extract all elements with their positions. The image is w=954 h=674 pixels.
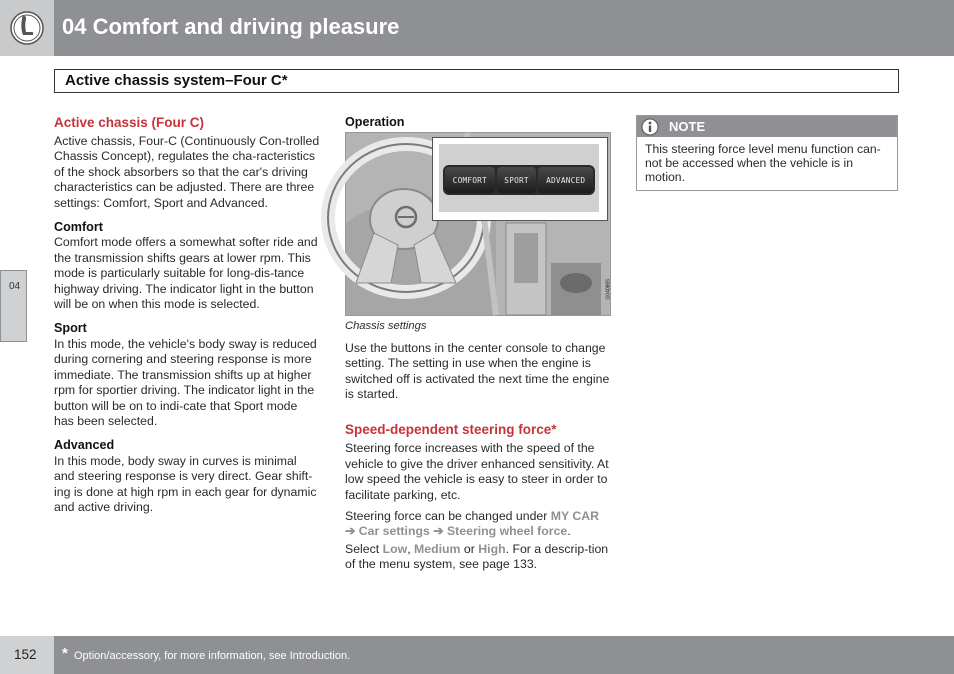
menu-my-car: MY CAR — [550, 509, 600, 524]
footer-bar — [54, 636, 954, 674]
page-footer — [0, 636, 954, 674]
sport-heading: Sport — [54, 321, 87, 336]
console-buttons-inset — [432, 137, 608, 221]
column-middle — [345, 115, 611, 573]
section-title: Active chassis system–Four C* — [65, 72, 288, 89]
option-medium: Medium — [414, 541, 461, 556]
footnote-star: * — [62, 645, 68, 662]
menu-car-settings: Car settings — [358, 524, 430, 539]
menu-path-text: Steering force can be changed under MY CAR ➔ Car settings ➔ Steering wheel force. — [345, 509, 600, 539]
advanced-heading: Advanced — [54, 438, 115, 453]
seat-icon — [9, 10, 45, 46]
info-icon — [641, 118, 659, 136]
page-number: 152 — [14, 647, 37, 662]
figure-caption: Chassis settings — [345, 320, 427, 333]
sport-text: In this mode, the vehicle's body sway is reduced during cornering and steering response is more immediate. The transmission shifts up at higher rpm for sportier driving. The indicator light in the button will be on to indi-cate that Sport mode has been selected. — [54, 336, 317, 428]
steering-force-text: Steering force increases with the speed of the vehicle to give the driver enhanced sensitivity. At low speed the vehicle is easy to steer in order to facilitate parking, etc. — [345, 441, 609, 502]
chapter-header — [0, 0, 954, 56]
column-left — [54, 115, 320, 515]
operation-text: Use the buttons in the center console to change setting. The setting in use when the engine is switched off is activated the next time the engine is started. — [345, 340, 610, 402]
advanced-button: ADVANCED — [538, 167, 593, 193]
note-box — [636, 115, 898, 191]
chapter-side-tab-label: 04 — [9, 281, 21, 292]
active-chassis-heading: Active chassis (Four C) — [54, 115, 205, 130]
arrow-icon: ➔ — [345, 524, 356, 539]
note-header — [637, 116, 897, 137]
chapter-side-tab — [0, 270, 27, 342]
arrow-icon: ➔ — [433, 524, 444, 539]
note-text: This steering force level menu function can-not be accessed when the vehicle is in motion. — [645, 142, 881, 184]
steering-force-heading: Speed-dependent steering force* — [345, 422, 557, 438]
option-low: Low — [382, 541, 408, 556]
figure-id: G040865 — [606, 279, 612, 300]
chassis-mode-buttons — [443, 165, 595, 195]
chapter-icon-box — [0, 0, 54, 56]
page-number-box — [0, 636, 54, 674]
sport-button: SPORT — [497, 167, 537, 193]
footnote-text: Option/accessory, for more information, see Introduction. — [74, 650, 351, 662]
column-right — [636, 115, 898, 191]
chapter-title: 04 Comfort and driving pleasure — [62, 14, 400, 39]
comfort-button: COMFORT — [445, 167, 495, 193]
active-chassis-intro: Active chassis, Four-C (Continuously Con-trolled Chassis Concept), regulates the cha-racteristics of the shock absorbers so that the car's driving characteristics can be adjusted. There are three settings: Comfort, Sport and Advanced. — [54, 134, 320, 210]
comfort-text: Comfort mode offers a somewhat softer ride and the transmission shifts gears at lower rpm. This mode is particularly suitable for long-dis-tance highway driving. The indicator light in the button will be on when this mode is selected. — [54, 235, 318, 312]
console-panel — [439, 144, 599, 212]
advanced-text: In this mode, body sway in curves is minimal and steering response is very direct. Gear shift-ing is done at high rpm in each gear for dynamic and active driving. — [54, 453, 317, 514]
chassis-settings-figure — [345, 132, 611, 316]
section-title-bar — [54, 69, 899, 93]
comfort-heading: Comfort — [54, 220, 103, 235]
note-title: NOTE — [669, 119, 706, 134]
select-options-text: Select Low, Medium or High. For a descrip-tion of the menu system, see page 133. — [345, 541, 609, 572]
option-high: High — [478, 541, 506, 556]
menu-steering-wheel-force: Steering wheel force — [446, 524, 568, 539]
operation-heading: Operation — [345, 115, 405, 129]
